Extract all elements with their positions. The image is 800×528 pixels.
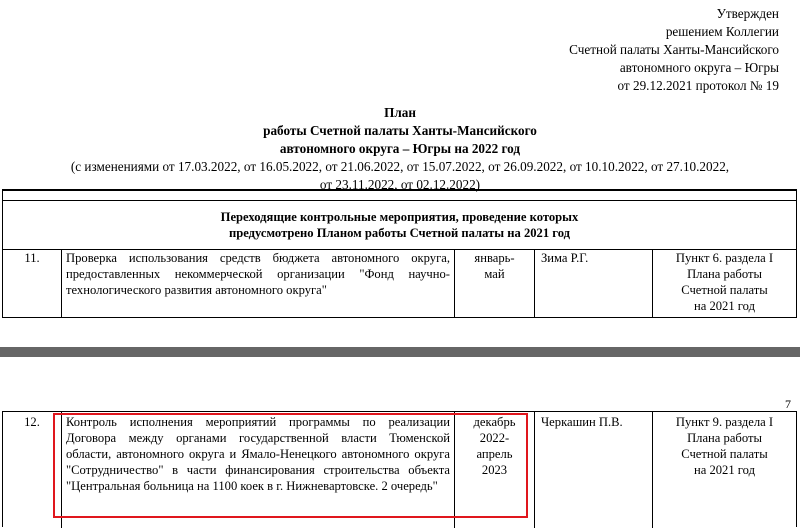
approval-line: Счетной палаты Ханты-Мансийского xyxy=(569,42,779,57)
row-basis xyxy=(653,412,796,528)
row-responsible: Черкашин П.В. xyxy=(535,412,653,528)
basis-line: Счетной палаты xyxy=(681,447,768,461)
page-number: 7 xyxy=(785,397,791,411)
row-activity: Контроль исполнения мероприятий программы по реализации Договора между органами государственной власти Тюменской области, автономного округа и Ямало-Ненецкого автономного округа "Сотрудничество" в части финансирования строительства объекта "Центральная больница на 1100 коек в г. Нижневартовске. 2 очередь" xyxy=(62,412,455,528)
basis-line: на 2021 год xyxy=(693,299,755,313)
plan-changes: от 23.11.2022, от 02.12.2022) xyxy=(319,177,481,192)
row-term xyxy=(455,250,535,317)
term-line: апрель xyxy=(476,447,513,461)
term-line: май xyxy=(484,267,505,281)
table-header-gap xyxy=(3,191,796,201)
section-title: Переходящие контрольные мероприятия, проведение которых xyxy=(220,210,579,224)
table-row xyxy=(3,250,796,318)
basis-line: на 2021 год xyxy=(693,463,755,477)
basis-line: Пункт 6. раздела I xyxy=(675,251,774,265)
basis-line: Счетной палаты xyxy=(681,283,768,297)
row-activity: Проверка использования средств бюджета автономного округа, предоставленных некоммерческой организации "Фонд научно-технологического развития автономного округа" xyxy=(62,250,455,317)
basis-line: Пункт 9. раздела I xyxy=(675,415,774,429)
row-number: 11. xyxy=(3,250,62,317)
page-separator xyxy=(0,347,800,375)
term-line: декабрь xyxy=(473,415,516,429)
basis-line: Плана работы xyxy=(687,267,762,281)
plan-table-continued xyxy=(2,411,797,527)
approval-line: Утвержден xyxy=(716,6,779,21)
table-row xyxy=(3,412,796,528)
plan-title: План xyxy=(384,105,416,120)
section-title: предусмотрено Планом работы Счетной палаты на 2021 год xyxy=(228,226,571,240)
term-line: 2022- xyxy=(479,431,510,445)
plan-table xyxy=(2,189,797,318)
term-line: январь- xyxy=(474,251,515,265)
approval-line: решением Коллегии xyxy=(665,24,779,39)
approval-stamp xyxy=(569,5,779,95)
approval-line: автономного округа – Югры xyxy=(619,60,779,75)
plan-subtitle: автономного округа – Югры на 2022 год xyxy=(279,141,521,156)
term-line: 2023 xyxy=(481,463,508,477)
plan-changes: (с изменениями от 17.03.2022, от 16.05.2022, от 21.06.2022, от 15.07.2022, от 26.09.2022, от 10.10.2022, от 27.10.2022, xyxy=(70,159,730,174)
row-responsible: Зима Р.Г. xyxy=(535,250,653,317)
row-number: 12. xyxy=(3,412,62,528)
row-term xyxy=(455,412,535,528)
plan-heading xyxy=(0,104,800,194)
basis-line: Плана работы xyxy=(687,431,762,445)
row-basis xyxy=(653,250,796,317)
approval-line: от 29.12.2021 протокол № 19 xyxy=(617,78,779,93)
section-header xyxy=(3,201,796,250)
plan-subtitle: работы Счетной палаты Ханты-Мансийского xyxy=(263,123,537,138)
